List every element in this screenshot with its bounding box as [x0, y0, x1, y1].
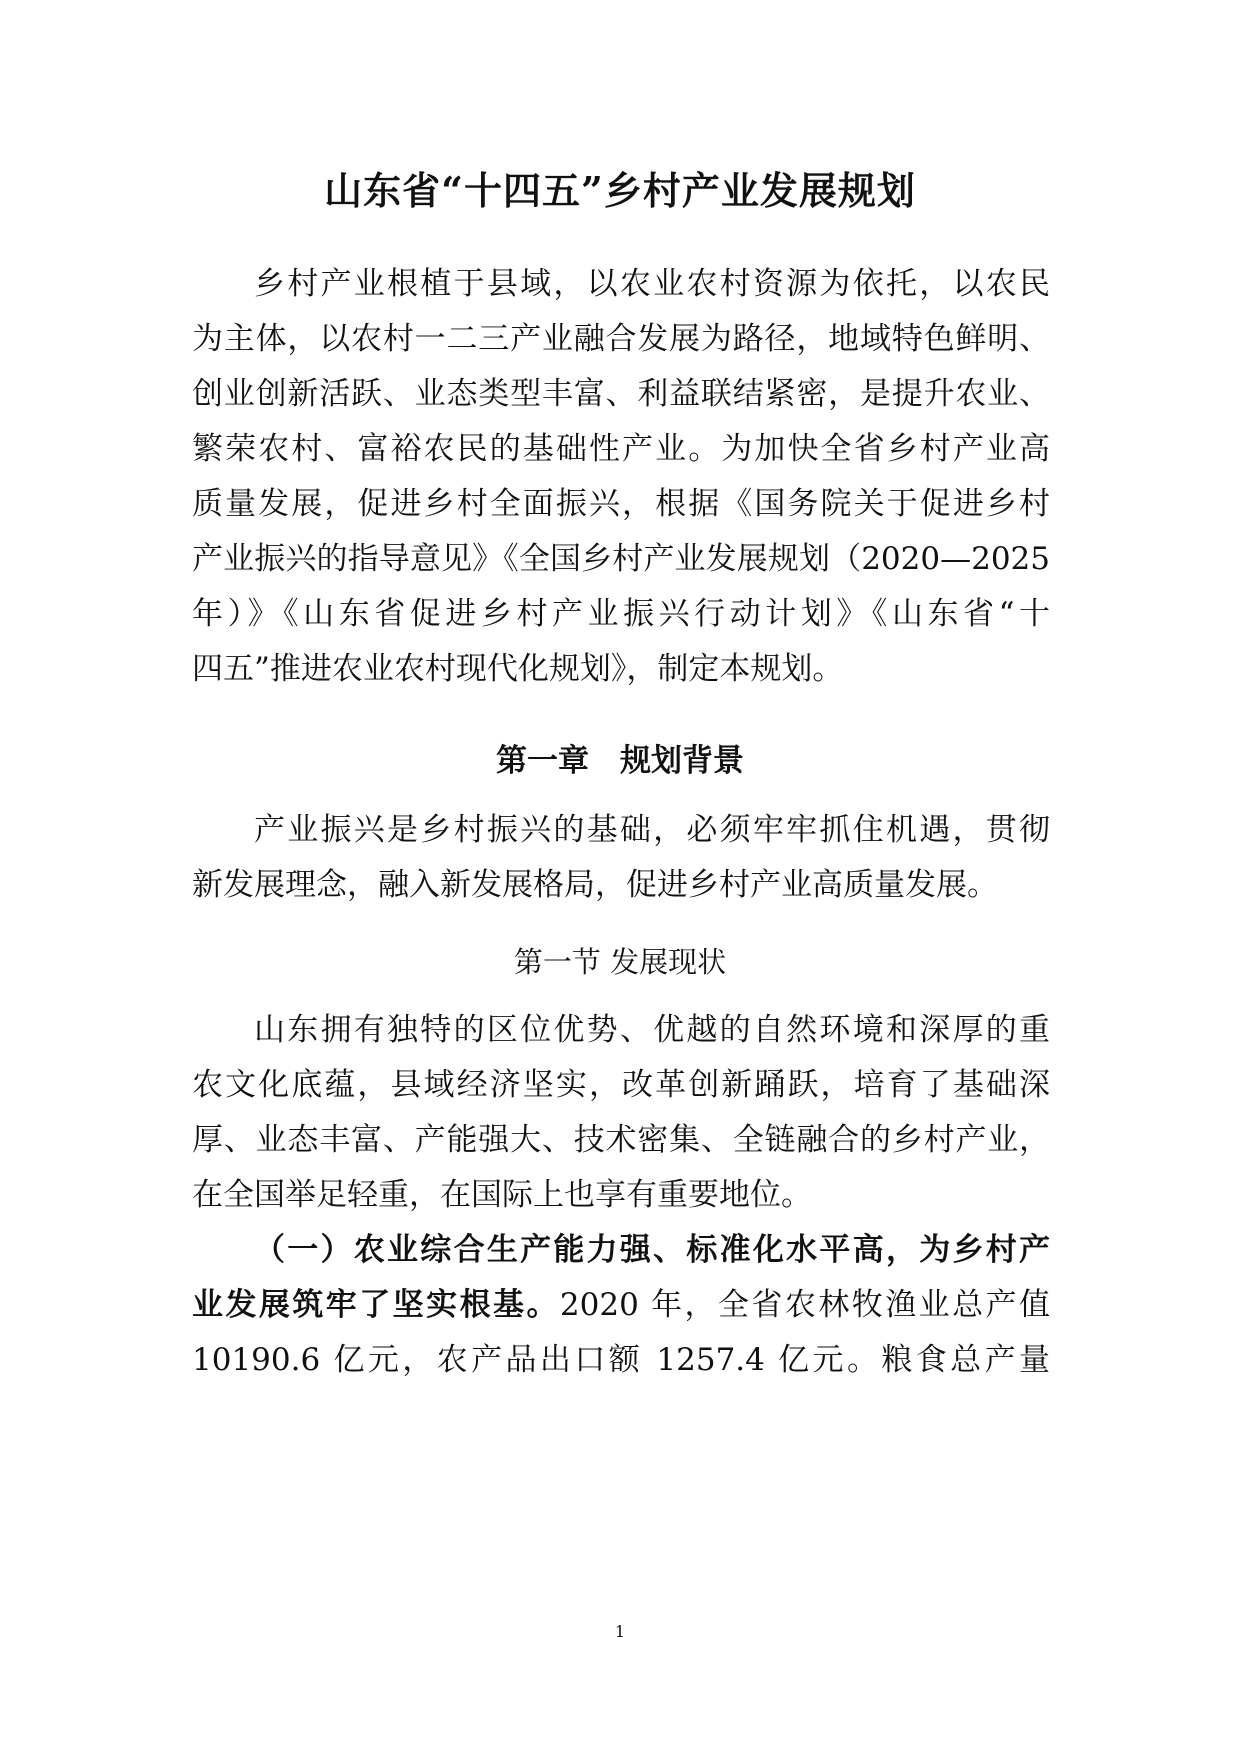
document-title: 山东省“十四五”乡村产业发展规划	[324, 168, 916, 213]
text-line: 新发展理念，融入新发展格局，促进乡村产业高质量发展。	[192, 867, 998, 903]
section-heading: 第一节 发展现状	[513, 945, 727, 979]
text-line: 10190.6 亿元，农产品出口额 1257.4 亿元。粮食总产量	[192, 1342, 1050, 1378]
text-line: 产业振兴的指导意见》《全国乡村产业发展规划（2020—2025	[192, 541, 1050, 577]
text-line: 繁荣农村、富裕农民的基础性产业。为加快全省乡村产业高	[192, 431, 1050, 467]
text-line: 在全国举足轻重，在国际上也享有重要地位。	[192, 1177, 812, 1213]
chapter-heading: 第一章 规划背景	[496, 743, 744, 779]
text-line: 厚、业态丰富、产能强大、技术密集、全链融合的乡村产业，	[192, 1122, 1050, 1158]
text-line: 质量发展，促进乡村全面振兴，根据《国务院关于促进乡村	[192, 486, 1050, 522]
text-line-mixed	[192, 1285, 1050, 1325]
text-rest: 2020 年，全省农林牧渔业总产值	[559, 1287, 1050, 1323]
bold-lead: 业发展筑牢了坚实根基。	[192, 1287, 560, 1323]
text-line: 为主体，以农村一二三产业融合发展为路径，地域特色鲜明、	[192, 321, 1050, 357]
text-line: 四五”推进农业农村现代化规划》，制定本规划。	[192, 651, 844, 687]
text-line-bold: （一）农业综合生产能力强、标准化水平高，为乡村产	[254, 1232, 1050, 1268]
page-number: 1	[614, 1622, 626, 1641]
text-line: 山东拥有独特的区位优势、优越的自然环境和深厚的重	[254, 1012, 1050, 1048]
text-line: 农文化底蕴，县域经济坚实，改革创新踊跃，培育了基础深	[192, 1067, 1050, 1103]
text-line: 创业创新活跃、业态类型丰富、利益联结紧密，是提升农业、	[192, 376, 1050, 412]
text-line: 乡村产业根植于县域，以农业农村资源为依托，以农民	[254, 266, 1050, 302]
text-line: 产业振兴是乡村振兴的基础，必须牢牢抓住机遇，贯彻	[254, 812, 1050, 848]
text-line: 年）》《山东省促进乡村产业振兴行动计划》《山东省“十	[192, 596, 1050, 632]
